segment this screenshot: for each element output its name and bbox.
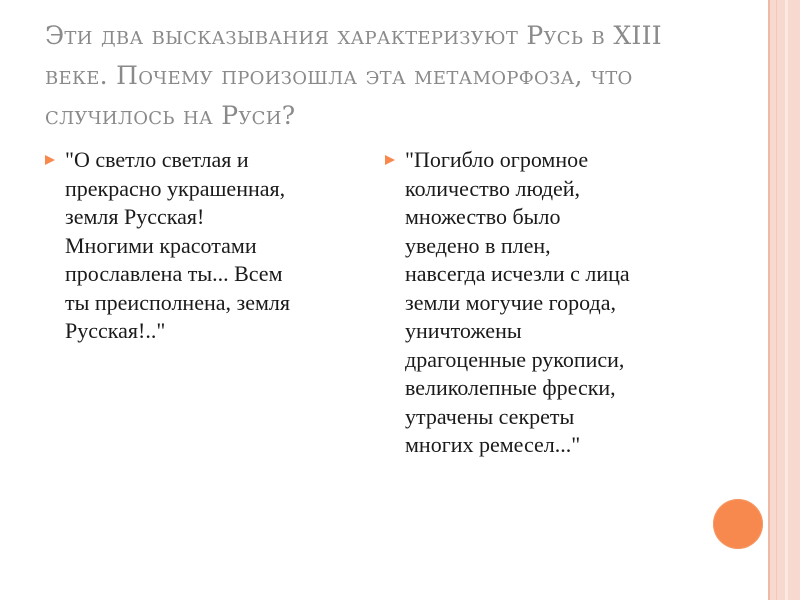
quote-bullet-item: [385, 146, 705, 460]
right-border-line: [776, 0, 777, 600]
quote-bullet-item: [45, 146, 365, 346]
quote-text-glory: "О светло светлая и прекрасно украшенная, земля Русская! Многими красотами прославлена ты... Всем ты преисполнена, земля Русская!..": [65, 147, 290, 343]
quote-text-devastation: "Погибло огромное количество людей, множество было уведено в плен, навсегда исчезли с лица земли могучие города, уничтожены драгоценные рукописи, великолепные фрески, утрачены секреты многих ремесел...": [405, 147, 630, 457]
right-border-line: [768, 0, 770, 600]
triangle-bullet-icon: [45, 146, 65, 165]
right-quote-column: [385, 146, 705, 460]
triangle-bullet-icon: [385, 146, 405, 165]
left-quote-column: [45, 146, 365, 346]
orange-circle-decoration: [713, 499, 763, 549]
right-border-line: [785, 0, 788, 600]
right-border-decoration: [768, 0, 800, 600]
slide-title: Эти два высказывания характеризуют Русь в XIII веке. Почему произошла эта метаморфоза, что случилось на Руси?: [45, 21, 662, 130]
